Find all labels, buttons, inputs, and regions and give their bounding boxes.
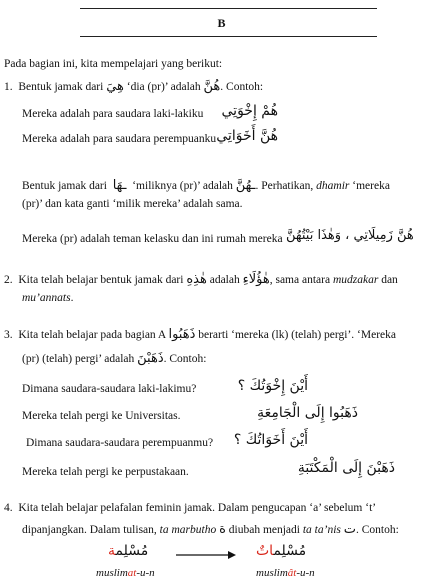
- item1-arabic-hunna: هُنَّ: [203, 79, 221, 94]
- item2-text-a: Kita telah belajar bentuk jamak dari: [18, 274, 184, 286]
- item3-example1-text: Dimana saudara-saudara laki-lakimu?: [22, 383, 197, 395]
- header-bottom-rule: [80, 36, 377, 37]
- item4-ta-marbutho-term: ta marbutho: [159, 524, 217, 536]
- item4-text-b: dipanjangkan. Dalam tulisan,: [22, 524, 157, 536]
- word-left-translit: [96, 567, 155, 579]
- item2-text-c: , sama antara: [269, 274, 331, 286]
- item3-example4-arabic: ذَهَبْنَ إِلَى الْمَكْتَبَةِ: [297, 460, 395, 476]
- note-text-a: Bentuk jamak dari: [22, 180, 107, 192]
- word-right-translit: [256, 567, 315, 579]
- item2-text-b: adalah: [209, 274, 240, 286]
- item2-arabic-hadhihi: هٰذِهِ: [186, 272, 207, 287]
- item1-number: 1.: [4, 81, 13, 93]
- item1-example2-text: Mereka adalah para saudara perempuanku: [22, 133, 217, 145]
- item2-line2: [22, 292, 73, 304]
- item4-arabic-ta-marbutah: ة: [219, 522, 226, 537]
- item2-line1: [4, 272, 398, 287]
- item1-line1: [4, 79, 263, 94]
- item3-text-b: berarti ‘mereka (lk) (telah) pergi’. ‘Mereka: [198, 329, 396, 341]
- item4-arabic-ta: ت: [343, 522, 356, 537]
- item1-example3-arabic: هُنَّ زَمِيلَاتِي ، وَهٰذَا بَيْتُهُنَّ: [286, 228, 414, 243]
- item1-example2-arabic: هُنَّ أَخَوَاتِي: [216, 128, 278, 144]
- item4-line2: [22, 522, 399, 537]
- item1-example3-text: Mereka (pr) adalah teman kelasku dan ini rumah mereka: [22, 233, 283, 245]
- item2-text-d: dan: [381, 274, 398, 286]
- word-right-translit-b: -u-n: [296, 567, 315, 579]
- item1-text-a: Bentuk jamak dari: [18, 81, 104, 93]
- item2-arabic-haulai: هٰؤُلَاءِ: [242, 272, 270, 287]
- item1-arabic-hiya: هِيَ: [106, 79, 124, 94]
- word-right-translit-red: ât: [287, 567, 297, 579]
- item2-number: 2.: [4, 274, 13, 286]
- item1-text-c: . Contoh:: [220, 81, 264, 93]
- word-left-base: مُسْلِم: [115, 543, 149, 559]
- item3-example1-arabic: أَيْنَ إِخْوَتُكَ ؟: [237, 378, 308, 394]
- item2-mudzakar-term: mudzakar: [332, 274, 379, 286]
- section-title: B: [217, 16, 226, 30]
- item4-text-a: Kita telah belajar pelafalan feminin jamak. Dalam pengucapan ‘a’ sebelum ‘t’: [18, 502, 377, 514]
- word-right-suffix: اتٌ: [256, 543, 274, 559]
- item3-example3-arabic: أَيْنَ أَخَوَاتُكَ ؟: [233, 432, 308, 448]
- item3-example3-text: Dimana saudara-saudara perempuanmu?: [26, 437, 214, 449]
- item2-period: .: [70, 292, 74, 304]
- item3-number: 3.: [4, 329, 13, 341]
- note-arabic-ha: ـهَا: [112, 178, 127, 193]
- word-right-translit-a: muslim: [256, 567, 288, 579]
- item3-text-c: (pr) (telah) pergi’ adalah: [22, 353, 135, 365]
- intro-text: Pada bagian ini, kita mempelajari yang berikut:: [4, 58, 223, 70]
- word-right-base: مُسْلِم: [273, 543, 307, 559]
- item3-text-d: . Contoh:: [163, 353, 207, 365]
- item4-line1: [4, 502, 376, 514]
- item1-example1-arabic: هُمْ إِخْوَتِي: [221, 103, 278, 119]
- note-arabic-hunna: ـهُنَّ: [235, 178, 256, 193]
- item3-text-a: Kita telah belajar pada bagian A: [18, 329, 166, 341]
- word-left-translit-b: -u-n: [136, 567, 155, 579]
- item4-text-c: diubah menjadi: [228, 524, 300, 536]
- arrow-icon: [176, 550, 236, 560]
- item4-ta-tanis-term: ta ta’nis: [302, 524, 341, 536]
- note-text-d: ‘mereka: [352, 180, 390, 192]
- item1-note-line1: [22, 178, 390, 193]
- item1-text-b: ‘dia (pr)’ adalah: [126, 81, 201, 93]
- item3-line2: [22, 351, 206, 366]
- word-right-arabic: [256, 543, 306, 559]
- item3-arabic-dhahabna: ذَهَبْنَ: [137, 351, 164, 366]
- word-left-arabic: [108, 543, 148, 559]
- item3-line1: [4, 327, 396, 342]
- item1-example1-text: Mereka adalah para saudara laki-lakiku: [22, 108, 204, 120]
- word-left-translit-red: at: [127, 567, 137, 579]
- item4-text-d: . Contoh:: [356, 524, 399, 536]
- note-text-b: ‘miliknya (pr)’ adalah: [132, 180, 233, 192]
- item3-arabic-dhahabu: ذَهَبُوا: [168, 327, 196, 342]
- item2-muannats-term: mu’annats: [22, 292, 71, 304]
- item1-note-line2: (pr)’ dan kata ganti ‘milik mereka’ adalah sama.: [22, 198, 243, 210]
- note-text-c: . Perhatikan,: [255, 180, 314, 192]
- note-dhamir-term: dhamir: [316, 180, 350, 192]
- item3-example4-text: Mereka telah pergi ke perpustakaan.: [22, 466, 189, 478]
- item4-number: 4.: [4, 502, 13, 514]
- item3-example2-text: Mereka telah pergi ke Universitas.: [22, 410, 181, 422]
- item3-example2-arabic: ذَهَبُوا إِلَى الْجَامِعَةِ: [257, 405, 358, 421]
- header-top-rule: [80, 8, 377, 9]
- word-left-suffix: ة: [108, 543, 116, 559]
- word-left-translit-a: muslim: [96, 567, 128, 579]
